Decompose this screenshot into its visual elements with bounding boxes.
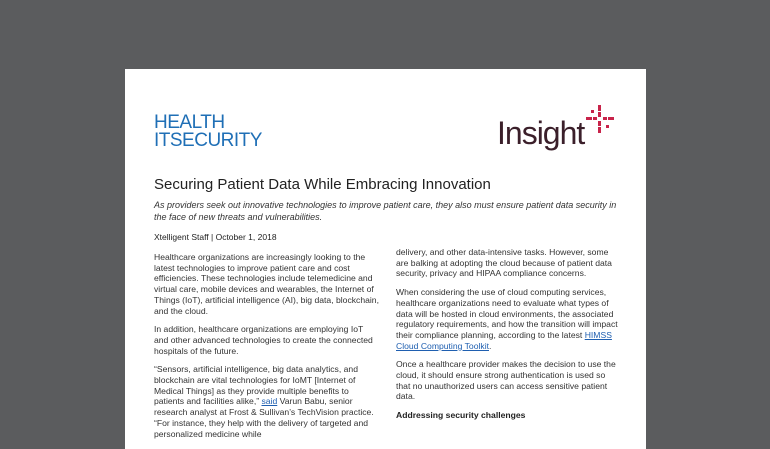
insight-plus-icon [586,105,614,133]
paragraph: Healthcare organizations are increasingly looking to the latest technologies to improve patient care and cost efficiencies. These technologies include telemedicine and virtual care, mobile devices and wearables, the Internet of Things (IoT), artificial intelligence (AI), big data, blockchain, and the cloud. [154,252,379,316]
insight-wordmark: Insight [497,115,585,151]
left-column [154,252,379,447]
insight-logo [497,111,614,151]
himss-toolkit-link[interactable]: HIMSS Cloud Computing Toolkit [396,329,612,351]
paragraph: In addition, healthcare organizations are employing IoT and other advanced technologies to create the connected hospitals of the future. [154,324,373,356]
paragraph-text: Varun Babu, senior research analyst at Frost & Sullivan’s TechVision practice. “For instance, they help with the delivery of targeted and personalized medicine while [154,396,374,439]
document-page [125,69,646,449]
paragraph-text: “Sensors, artificial intelligence, big data analytics, and blockchain are vital technologies for IoMT [Internet of Medical Things] as they provide multiple benefits to patients and facilities alike,” [154,364,358,407]
paragraph: Once a healthcare provider makes the decision to use the cloud, it should ensure strong authentication is used so that no unauthorized users can access sensitive patient data. [396,359,616,402]
health-it-security-logo [154,114,262,150]
section-heading: Addressing security challenges [396,410,526,421]
article-subtitle: As providers seek out innovative technologies to improve patient care, they also must ensure patient data security in the face of new threats and vulnerabilities. [154,200,617,222]
paragraph-text: . [489,340,492,351]
said-link[interactable]: said [261,396,278,407]
article-title: Securing Patient Data While Embracing Innovation [154,176,491,193]
paragraph: delivery, and other data-intensive tasks. However, some are balking at adopting the cloud because of patient data security, privacy and HIPAA compliance concerns. [396,247,612,279]
article-byline: Xtelligent Staff | October 1, 2018 [154,232,277,242]
paragraph [154,364,379,439]
paragraph-text: When considering the use of cloud computing services, healthcare organizations need to evaluate what types of data will be hosted in cloud environments, the associated regulatory requirements, and how the transition will impact their compliance planning, according to the latest [396,287,618,340]
right-column [396,247,621,429]
paragraph [396,287,621,351]
logo-line-1: HEALTH [154,112,225,133]
logo-line-2: ITSECURITY [154,130,262,151]
